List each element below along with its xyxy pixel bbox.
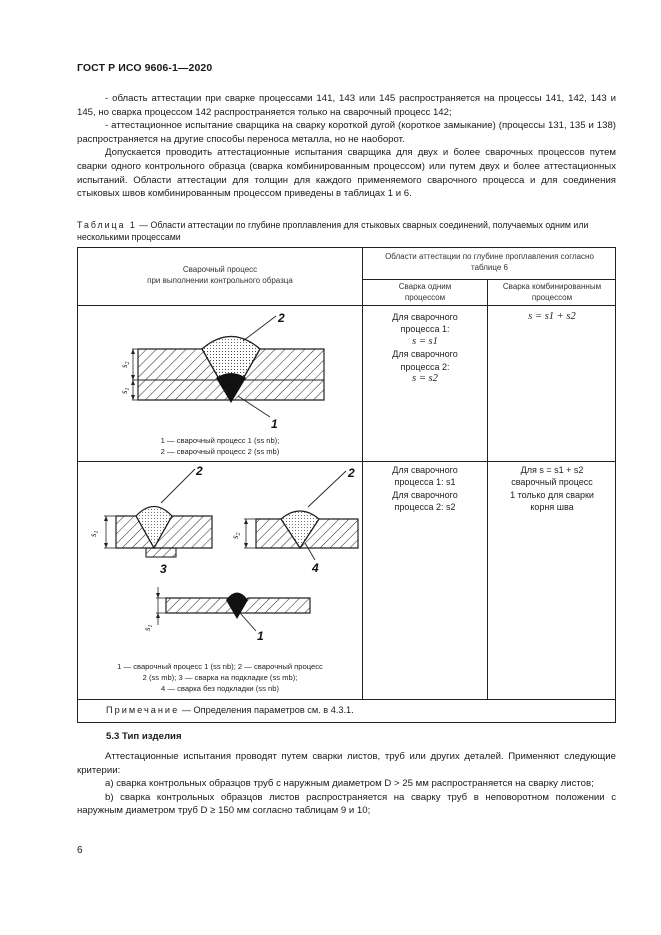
row1-single-process: Для сварочного процесса 1: s = s1 Для сварочного процесса 2: s = s2 xyxy=(392,312,458,385)
section-text xyxy=(77,750,616,818)
page-number: 6 xyxy=(77,845,83,856)
svg-text:s2: $s_2$ xyxy=(119,361,131,368)
bullet-1: - область аттестации при сварке процессами 141, 143 или 145 распространяется на процессы 141, 142, 143 и 145, но сварка процессом 142 распространяется только на сварочный процесс 142; xyxy=(77,93,616,118)
svg-text:s1: $s_1$ xyxy=(119,387,131,394)
table-caption-text: — Области аттестации по глубине проплавления для стыковых сварных соединений, получаемых одним или несколькими процессами xyxy=(77,220,589,242)
figure-butt-weld-backing-variants xyxy=(78,463,362,659)
table-caption-label: Таблица 1 xyxy=(77,220,137,230)
svg-text:3: 3 xyxy=(160,562,167,576)
svg-text:4: 4 xyxy=(312,561,319,575)
row1-legend: 1 — сварочный процесс 1 (ss nb); 2 — сварочный процесс 2 (ss mb) xyxy=(160,436,280,456)
svg-text:s1: $s_1$ xyxy=(88,530,100,537)
col-header-single: Сварка одним процессом xyxy=(398,282,452,302)
svg-text:2: 2 xyxy=(348,466,355,480)
figure-butt-weld-two-process xyxy=(119,308,328,436)
col-header-process: Сварочный процесс при выполнении контрольного образца xyxy=(147,265,293,285)
attestation-table xyxy=(77,247,616,723)
row1-combined-process: s = s1 + s2 xyxy=(528,311,576,322)
row2-combined-process: Для s = s1 + s2 сварочный процесс 1 только для сварки корня шва xyxy=(510,465,594,513)
section-paragraph-3: b) сварка контрольных образцов листов распространяется на сварку труб в неповоротном положении с наружным диаметром труб D ≥ 150 мм согласно таблицам 9 и 10; xyxy=(77,791,616,817)
svg-text:1: 1 xyxy=(257,629,264,643)
row2-legend: 1 — сварочный процесс 1 (ss nb); 2 — сварочный процесс 2 (ss mb); 3 — сварка на подкладке (ss mb); 4 — сварка без подкладки (ss nb) xyxy=(117,662,323,693)
row2-single-process: Для сварочного процесса 1: s1 Для сварочного процесса 2: s2 xyxy=(392,465,458,513)
note-label: Примечание xyxy=(106,705,180,715)
col-header-combined: Сварка комбинированным процессом xyxy=(502,282,602,302)
section-paragraph-1: Аттестационные испытания проводят путем сварки листов, труб или других деталей. Применяют следующие критерии: xyxy=(77,751,616,776)
svg-text:s1: $s_1$ xyxy=(142,624,154,631)
intro-paragraph: Допускается проводить аттестационные испытания сварщика для двух и более сварочных процессов путем сварки одного контрольного образца (сварка комбинированным процессом) или путем двух и более аттестационных испытаний. Области аттестации для толщин для каждого применяемого сварочного процесса и для соединения стыковых швов комбинированным процессом приведены в таблицах 1 и 6. xyxy=(77,147,616,200)
table-note xyxy=(106,705,354,715)
bullet-2: - аттестационное испытание сварщика на сварку короткой дугой (короткое замыкание) (процессы 131, 135 и 138) распространяется на другие способы переноса металла, но не наоборот. xyxy=(77,120,616,145)
note-text: — Определения параметров см. в 4.3.1. xyxy=(179,705,354,715)
svg-text:s2: $s_2$ xyxy=(230,532,242,539)
intro-text xyxy=(77,92,616,201)
label-2: 2 xyxy=(278,311,285,325)
label-1: 1 xyxy=(271,417,278,431)
section-title: 5.3 Тип изделия xyxy=(106,731,182,742)
table-caption xyxy=(77,219,616,243)
group-header: Области аттестации по глубине проплавления согласно таблице 6 xyxy=(385,252,594,272)
svg-text:2: 2 xyxy=(196,464,203,478)
document-header: ГОСТ Р ИСО 9606-1—2020 xyxy=(77,62,213,74)
section-paragraph-2: a) сварка контрольных образцов труб с наружным диаметром D > 25 мм распространяется на сварку листов; xyxy=(105,778,594,790)
